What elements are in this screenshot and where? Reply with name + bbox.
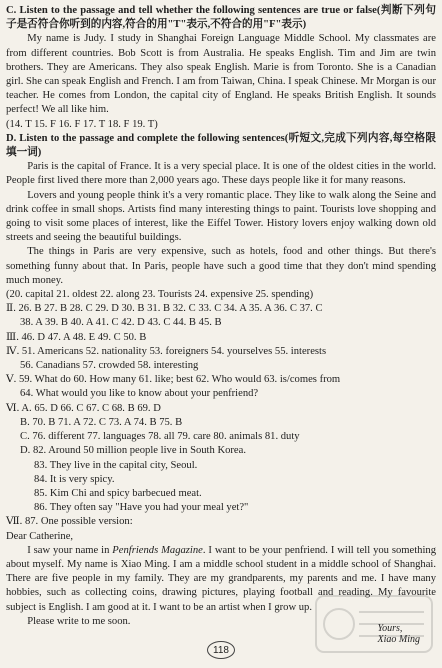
part-ii-line-1: Ⅱ. 26. B 27. B 28. C 29. D 30. B 31. B 32. C 33. C 34. A 35. A 36. C 37. C — [6, 303, 323, 315]
answer-page — [6, 4, 436, 629]
part-vi-line-3: C. 76. different 77. languages 78. all 79. care 80. animals 81. duty — [20, 431, 300, 443]
part-vi-line-8: 86. They often say "Have you had your meal yet?" — [34, 502, 249, 514]
letter-closing: Please write to me soon. — [27, 615, 131, 627]
part-iv-line-2: 56. Canadians 57. crowded 58. interesting — [20, 360, 199, 372]
part-v-line-2: 64. What would you like to know about your penfriend? — [20, 388, 259, 400]
section-d-paragraph-2: Lovers and young people think it's a very romantic place. They like to walk along the Seine and drink coffee in small shops. Artists find many interesting things to paint. Tourists love shopping and going to visit some places of interest, like the Eiffel Tower. History lovers enjoy walking down old streets and seeing the beautiful buildings. — [6, 189, 436, 244]
part-vi-line-1: Ⅵ. A. 65. D 66. C 67. C 68. B 69. D — [6, 402, 161, 414]
part-ii-line-2: 38. A 39. B 40. A 41. C 42. D 43. C 44. B 45. B — [20, 317, 222, 329]
signature-name: Xiao Ming — [377, 634, 420, 645]
part-vi-line-6: 84. It is very spicy. — [34, 473, 115, 485]
part-iii-line: Ⅲ. 46. D 47. A 48. E 49. C 50. B — [6, 331, 147, 343]
section-c-passage: My name is Judy. I study in Shanghai Foreign Language Middle School. My classmates are from different countries. Bob Scott is from Australia. He speaks English. Tim and Jim are twin brothers. They are Americans. They also speak English. Marie is from Toronto. She is a Canadian girl. She can speak English and French. I am from Taiwan, China. I speak Chinese. Mr Morgan is our teacher. He comes from London, the capital city of England. He speaks British English. It sounds perfect! We all like him. — [6, 33, 436, 116]
section-c-title: C. Listen to the passage and tell whether the following sentences are true or false(判断下列句子是否符合你听到的内容,符合的用"T"表示,不符合的用"F"表示) — [6, 5, 436, 31]
section-d-paragraph-3: The things in Paris are very expensive, such as hotels, food and other things. But there's something funny about that. In Paris, people have such a good time that they don't mind spending much money. — [6, 246, 436, 286]
section-d-title: D. Listen to the passage and complete the following sentences(听短文,完成下列内容,每空格限填一词) — [6, 132, 436, 159]
section-c-answers: (14. T 15. F 16. F 17. T 18. F 19. T) — [6, 118, 158, 130]
magazine-name: Penfriends Magazine — [112, 544, 203, 556]
part-v-line-1: Ⅴ. 59. What do 60. How many 61. like; best 62. Who would 63. is/comes from — [6, 374, 341, 386]
section-d-answers: (20. capital 21. oldest 22. along 23. Tourists 24. expensive 25. spending) — [6, 289, 314, 301]
part-iv-line-1: Ⅳ. 51. Americans 52. nationality 53. foreigners 54. yourselves 55. interests — [6, 345, 327, 357]
letter-body-rest: . I want to be your penfriend. I will tell you something about myself. My name is Xiao Ming. I am a middle school student in a middle school of Shanghai. There are five people in my family. They are my grandparents, my parents and me. I have many hobbies, such as collecting coins, drawing pictures, playing football and reading. My favourite subject is English. I am good at it. I want to be an artist when I grow up. — [6, 544, 436, 613]
page-number: 118 — [207, 641, 235, 659]
signature-yours: Yours, — [377, 623, 403, 634]
section-d-paragraph-1: Paris is the capital of France. It is a very special place. It is one of the oldest cities in the world. People first lived there more than 2,000 years ago. These days people like it for many reasons. — [6, 161, 436, 187]
part-vi-line-4: D. 82. Around 50 million people live in South Korea. — [20, 445, 246, 457]
part-vii-heading: Ⅶ. 87. One possible version: — [6, 516, 133, 528]
letter-greeting: Dear Catherine, — [6, 530, 74, 542]
part-vi-line-2: B. 70. B 71. A 72. C 73. A 74. B 75. B — [20, 416, 183, 428]
part-vi-line-5: 83. They live in the capital city, Seoul. — [34, 459, 198, 471]
part-vi-line-7: 85. Kim Chi and spicy barbecued meat. — [34, 487, 202, 499]
letter-body-start: I saw your name in — [27, 544, 113, 556]
watermark-logo-icon — [314, 594, 434, 654]
